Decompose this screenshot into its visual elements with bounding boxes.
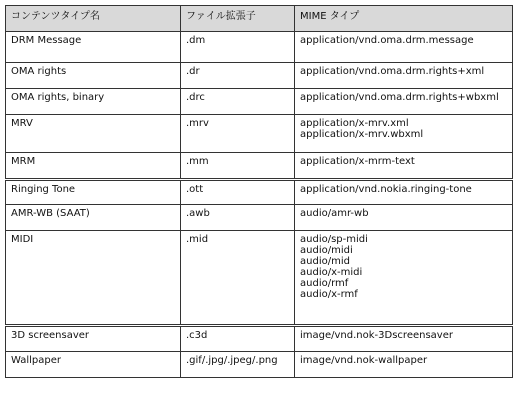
table-row [6,180,513,205]
mime-value: application/x-mrv.wbxml [300,129,424,140]
mime-value: audio/mid [300,256,350,267]
cell-mime [295,326,513,352]
mime-value: audio/rmf [300,278,349,289]
cell-mime [295,32,513,63]
table-row [6,115,513,153]
mime-value: image/vnd.nok-wallpaper [300,355,428,366]
cell-content-type: MRV [6,115,181,153]
cell-mime [295,180,513,205]
cell-content-type: 3D screensaver [6,326,181,352]
table-row [6,63,513,89]
mime-value: application/vnd.oma.drm.message [300,35,474,46]
table-row [6,326,513,352]
table-row [6,89,513,115]
header-row [6,6,513,32]
cell-mime [295,205,513,231]
header-content-type-name: コンテンツタイプ名 [6,6,181,32]
cell-mime [295,63,513,89]
table-row [6,32,513,63]
cell-content-type: OMA rights, binary [6,89,181,115]
table-row [6,153,513,180]
cell-content-type: Ringing Tone [6,180,181,205]
cell-extension: .mid [181,231,295,326]
cell-mime [295,231,513,326]
header-mime-type: MIME タイプ [295,6,513,32]
cell-mime [295,89,513,115]
mime-value: audio/x-rmf [300,289,358,300]
mime-value: image/vnd.nok-3Dscreensaver [300,330,453,341]
cell-extension: .drc [181,89,295,115]
mime-value: application/x-mrm-text [300,156,415,167]
cell-extension: .gif/.jpg/.jpeg/.png [181,352,295,378]
cell-extension: .mm [181,153,295,180]
cell-extension: .awb [181,205,295,231]
mime-value: application/x-mrv.xml [300,118,409,129]
cell-mime [295,115,513,153]
content-type-table [5,5,513,378]
table-row [6,352,513,378]
cell-content-type: MIDI [6,231,181,326]
cell-content-type: Wallpaper [6,352,181,378]
mime-value: application/vnd.nokia.ringing-tone [300,184,472,195]
cell-extension: .dm [181,32,295,63]
cell-extension: .ott [181,180,295,205]
cell-content-type: AMR-WB (SAAT) [6,205,181,231]
cell-content-type: DRM Message [6,32,181,63]
mime-value: audio/x-midi [300,267,363,278]
mime-value: audio/sp-midi [300,234,368,245]
header-file-extension: ファイル拡張子 [181,6,295,32]
cell-extension: .mrv [181,115,295,153]
table-row [6,231,513,326]
mime-value: audio/midi [300,245,353,256]
cell-extension: .c3d [181,326,295,352]
cell-extension: .dr [181,63,295,89]
cell-mime [295,153,513,180]
cell-content-type: OMA rights [6,63,181,89]
mime-value: application/vnd.oma.drm.rights+wbxml [300,92,499,103]
cell-mime [295,352,513,378]
mime-value: application/vnd.oma.drm.rights+xml [300,66,485,77]
cell-content-type: MRM [6,153,181,180]
table-row [6,205,513,231]
mime-value: audio/amr-wb [300,208,369,219]
